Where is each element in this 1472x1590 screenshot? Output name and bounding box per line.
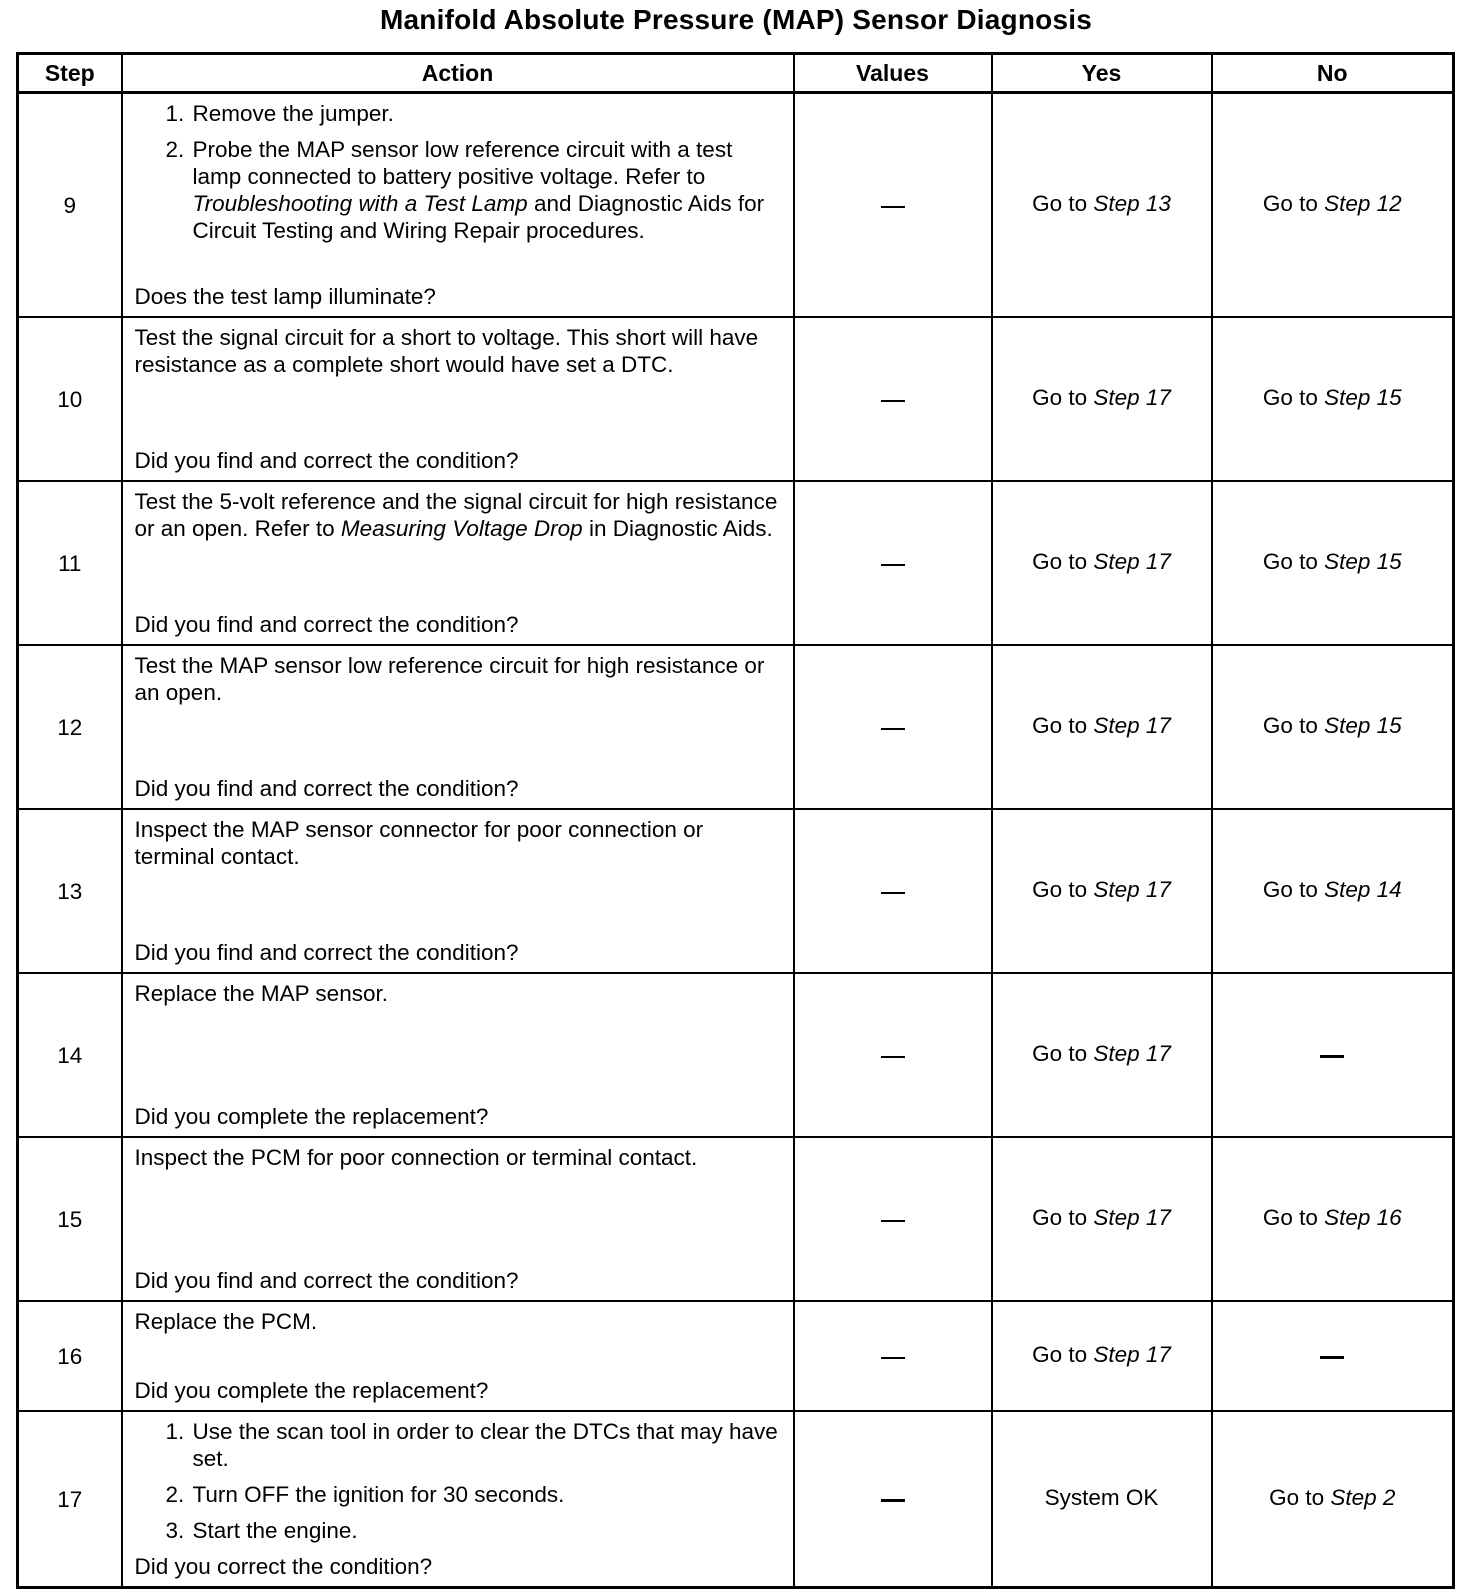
text-segment: and Diagnostic Aids for Circuit Testing and Wiring Repair procedures. [192,191,765,243]
yes-cell [992,1137,1212,1301]
action-text [135,980,781,1007]
step-number: 15 [18,1137,122,1301]
text-segment: Test the MAP sensor low reference circuit for high resistance or an open. [134,653,765,705]
table-row [18,645,1454,809]
text-segment: Probe the MAP sensor low reference circuit with a test lamp connected to battery positive voltage. Refer to [192,137,733,189]
action-instructions [135,318,781,378]
yes-step-link: Step 17 [1093,1204,1171,1230]
text-segment: Test the signal circuit for a short to voltage. This short will have resistance as a complete short would have set a DTC. [134,325,759,377]
values-dash [881,206,905,208]
step-number: 17 [18,1411,122,1588]
yes-cell [992,1411,1212,1588]
page-title: Manifold Absolute Pressure (MAP) Sensor Diagnosis [380,4,1092,35]
action-question: Did you find and correct the condition? [134,1268,519,1293]
text-segment: Inspect the PCM for poor connection or terminal contact. [134,1145,698,1170]
action-instructions [135,482,781,542]
no-dash [1320,1356,1344,1359]
action-cell [122,809,794,973]
values-dash [881,564,905,566]
values-dash [881,728,905,730]
text-segment: Replace the PCM. [134,1309,318,1334]
yes-step-link: Step 17 [1093,384,1171,410]
goto-label: Go to [1032,190,1094,216]
action-text [135,324,781,378]
values-cell [794,317,992,481]
action-step-item [191,136,781,244]
header-step: Step [18,54,122,93]
values-cell [794,1301,992,1411]
table-row [18,1137,1454,1301]
values-cell [794,1411,992,1588]
table-row [18,809,1454,973]
yes-step-link: Step 17 [1093,1341,1171,1367]
step-number: 10 [18,317,122,481]
table-row [18,1301,1454,1411]
step-number: 11 [18,481,122,645]
no-dash [1320,1055,1344,1058]
goto-label: Go to [1262,384,1325,410]
action-cell [122,93,794,318]
step-number: 13 [18,809,122,973]
action-content [135,482,781,644]
action-text [135,816,781,870]
no-cell [1212,809,1454,973]
action-step-list [135,100,781,244]
values-cell [794,481,992,645]
no-step-link: Step 15 [1324,384,1402,410]
yes-cell [992,317,1212,481]
goto-label: Go to [1262,1204,1325,1230]
yes-cell [992,481,1212,645]
no-step-link: Step 15 [1324,712,1402,738]
text-segment: Replace the MAP sensor. [134,981,388,1006]
header-action: Action [122,54,794,93]
goto-label: Go to [1032,1040,1094,1066]
step-number: 14 [18,973,122,1137]
values-cell [794,809,992,973]
table-header-row [18,54,1454,93]
values-cell [794,93,992,318]
action-cell [122,973,794,1137]
goto-label: Go to [1032,384,1094,410]
text-segment: Use the scan tool in order to clear the DTCs that may have set. [192,1419,778,1471]
action-cell [122,481,794,645]
action-instructions [135,974,781,1007]
values-cell [794,1137,992,1301]
action-cell [122,645,794,809]
no-cell [1212,645,1454,809]
action-cell [122,317,794,481]
action-content [135,974,781,1136]
values-dash [881,1220,905,1222]
yes-step-link: Step 17 [1093,548,1171,574]
action-instructions [135,810,781,870]
yes-step-link: Step 17 [1093,876,1171,902]
action-instructions [135,1138,781,1171]
header-yes: Yes [992,54,1212,93]
action-text [135,488,781,542]
reference-italic: Measuring Voltage Drop [340,516,583,541]
step-number: 9 [18,93,122,318]
goto-label: Go to [1262,876,1325,902]
action-step-list [135,1418,781,1544]
goto-label: Go to [1032,1341,1094,1367]
no-cell [1212,93,1454,318]
values-dash [881,892,905,894]
yes-cell [992,645,1212,809]
table-row [18,1411,1454,1588]
no-cell [1212,1301,1454,1411]
action-cell [122,1411,794,1588]
action-question: Does the test lamp illuminate? [134,284,436,309]
action-step-item [191,1481,781,1508]
action-instructions [135,1412,781,1553]
no-cell [1212,973,1454,1137]
yes-cell [992,973,1212,1137]
action-step-item [191,1517,781,1544]
action-step-item [191,100,781,127]
action-step-item [191,1418,781,1472]
action-content [135,318,781,480]
action-content [135,94,781,316]
action-content [135,1138,781,1300]
action-cell [122,1137,794,1301]
text-segment: Remove the jumper. [192,101,394,126]
text-segment: Start the engine. [192,1518,358,1543]
header-values: Values [794,54,992,93]
action-cell [122,1301,794,1411]
action-question: Did you find and correct the condition? [134,776,519,801]
action-question: Did you complete the replacement? [134,1378,489,1403]
action-instructions [135,1302,781,1335]
yes-result: System OK [1044,1484,1159,1510]
no-cell [1212,481,1454,645]
table-row [18,93,1454,318]
no-step-link: Step 14 [1324,876,1402,902]
values-dash [881,1499,905,1502]
no-step-link: Step 16 [1324,1204,1402,1230]
no-cell [1212,1137,1454,1301]
goto-label: Go to [1032,876,1094,902]
goto-label: Go to [1032,1204,1094,1230]
header-no: No [1212,54,1454,93]
goto-label: Go to [1262,712,1325,738]
step-number: 12 [18,645,122,809]
yes-step-link: Step 17 [1093,712,1171,738]
action-question: Did you find and correct the condition? [134,448,519,473]
goto-label: Go to [1032,712,1094,738]
step-number: 16 [18,1301,122,1411]
yes-step-link: Step 13 [1093,190,1171,216]
text-segment: in Diagnostic Aids. [582,516,773,541]
action-question: Did you complete the replacement? [134,1104,489,1129]
table-row [18,481,1454,645]
table-row [18,317,1454,481]
no-cell [1212,317,1454,481]
values-dash [881,1357,905,1359]
action-content [135,1302,781,1410]
action-text [135,1308,781,1335]
values-cell [794,973,992,1137]
action-content [135,1412,781,1586]
action-text [135,652,781,706]
values-cell [794,645,992,809]
reference-italic: Troubleshooting with a Test Lamp [192,191,528,216]
no-step-link: Step 2 [1330,1484,1396,1510]
no-step-link: Step 15 [1324,548,1402,574]
action-content [135,810,781,972]
action-text [135,1144,781,1171]
diagnosis-table [16,52,1455,1589]
action-question: Did you correct the condition? [134,1554,433,1579]
goto-label: Go to [1262,190,1325,216]
no-step-link: Step 12 [1324,190,1402,216]
goto-label: Go to [1262,548,1325,574]
action-instructions [135,94,781,253]
text-segment: Turn OFF the ignition for 30 seconds. [192,1482,565,1507]
action-instructions [135,646,781,706]
action-question: Did you find and correct the condition? [134,612,519,637]
action-content [135,646,781,808]
text-segment: Inspect the MAP sensor connector for poor connection or terminal contact. [134,817,704,869]
goto-label: Go to [1269,1484,1331,1510]
values-dash [881,1056,905,1058]
no-cell [1212,1411,1454,1588]
table-row [18,973,1454,1137]
values-dash [881,400,905,402]
yes-cell [992,809,1212,973]
text-segment: Test the 5-volt reference and the signal circuit for high resistance or an open. Refer to [134,489,778,541]
table-body [18,93,1454,1588]
yes-cell [992,93,1212,318]
yes-step-link: Step 17 [1093,1040,1171,1066]
goto-label: Go to [1032,548,1094,574]
yes-cell [992,1301,1212,1411]
action-question: Did you find and correct the condition? [134,940,519,965]
